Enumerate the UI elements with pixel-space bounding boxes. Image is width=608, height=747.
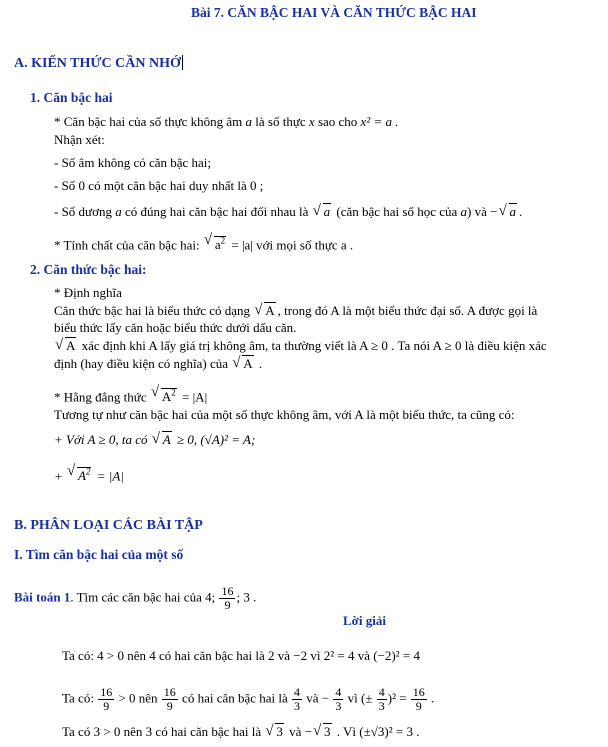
problem-1: Bài toán 1. Tìm các căn bậc hai của 4; $\frac{16}{9}$ ; 3 .: [14, 584, 257, 612]
identity: * Hằng đẳng thức √ $A^2 = |A|$: [54, 385, 207, 405]
page-title: Bài 7. CĂN BẬC HAI VÀ CĂN THỨC BẬC HAI: [191, 5, 477, 20]
section-a-heading: A. KIẾN THỨC CẦN NHỚ: [14, 56, 181, 71]
section-b-heading: B. PHÂN LOẠI CÁC BÀI TẬP: [14, 518, 203, 533]
sqrt-definition: * Căn bậc hai của số thực không âm a là số thực x sao cho x² = a .: [54, 114, 399, 129]
solution-heading: Lời giải: [343, 613, 386, 628]
similar-note: Tương tự như căn bậc hai của một số thực không âm, với A là một biểu thức, ta cũng có:: [54, 407, 515, 422]
property-1: + Với A ≥ 0, ta có √ A ≥ 0, (√A)² = A;: [54, 432, 255, 448]
part-1-heading: I. Tìm căn bậc hai của một số: [14, 547, 184, 562]
definition-label: * Định nghĩa: [54, 285, 122, 300]
text-cursor: [182, 55, 183, 70]
sqrt-property: * Tính chất của căn bậc hai: √ $a^2 = |a|$ với mọi số thực a .: [54, 233, 353, 253]
remark-label: Nhận xét:: [54, 132, 105, 147]
radical-definition-2: biểu thức lấy căn hoặc biểu thức dưới dấu căn.: [54, 320, 297, 335]
property-2: + √ $A^2 = |A|$: [54, 464, 124, 484]
radical-definition-1: Căn thức bậc hai là biểu thức có dạng √ A , trong đó A là một biểu thức đại số. A được gọi là: [54, 303, 537, 319]
subsection-1-heading: 1. Căn bậc hai: [30, 90, 113, 105]
solution-line-3: Ta có 3 > 0 nên 3 có hai căn bậc hai là √ 3 và −√ 3 . Vì (±√3)² = 3 .: [62, 724, 419, 740]
remark-1: - Số âm không có căn bậc hai;: [54, 155, 212, 170]
radical-condition-1: √ A xác định khi A lấy giá trị không âm, ta thường viết là A ≥ 0 . Ta nói A ≥ 0 là điều kiện xác: [54, 338, 547, 354]
radical-condition-2: định (hay điều kiện có nghĩa) của √ A .: [54, 356, 262, 372]
remark-3: - Số dương a có đúng hai căn bậc hai đối nhau là √ a (căn bậc hai số học của a) và −√ a .: [54, 204, 522, 220]
remark-2: - Số 0 có một căn bậc hai duy nhất là 0 ;: [54, 178, 264, 193]
solution-line-1: Ta có: 4 > 0 nên 4 có hai căn bậc hai là 2 và −2 vì 2² = 4 và (−2)² = 4: [62, 648, 420, 663]
solution-line-2: Ta có: $\frac{16}{9}$ > 0 nên $\frac{16}{9}$ có hai căn bậc hai là $\frac{4}{3}$ và − $\frac{4}{3}$ vì (± $\frac{4}{3}$ )² = $\frac{16}{9}$ .: [62, 685, 435, 713]
subsection-2-heading: 2. Căn thức bậc hai:: [30, 262, 147, 277]
